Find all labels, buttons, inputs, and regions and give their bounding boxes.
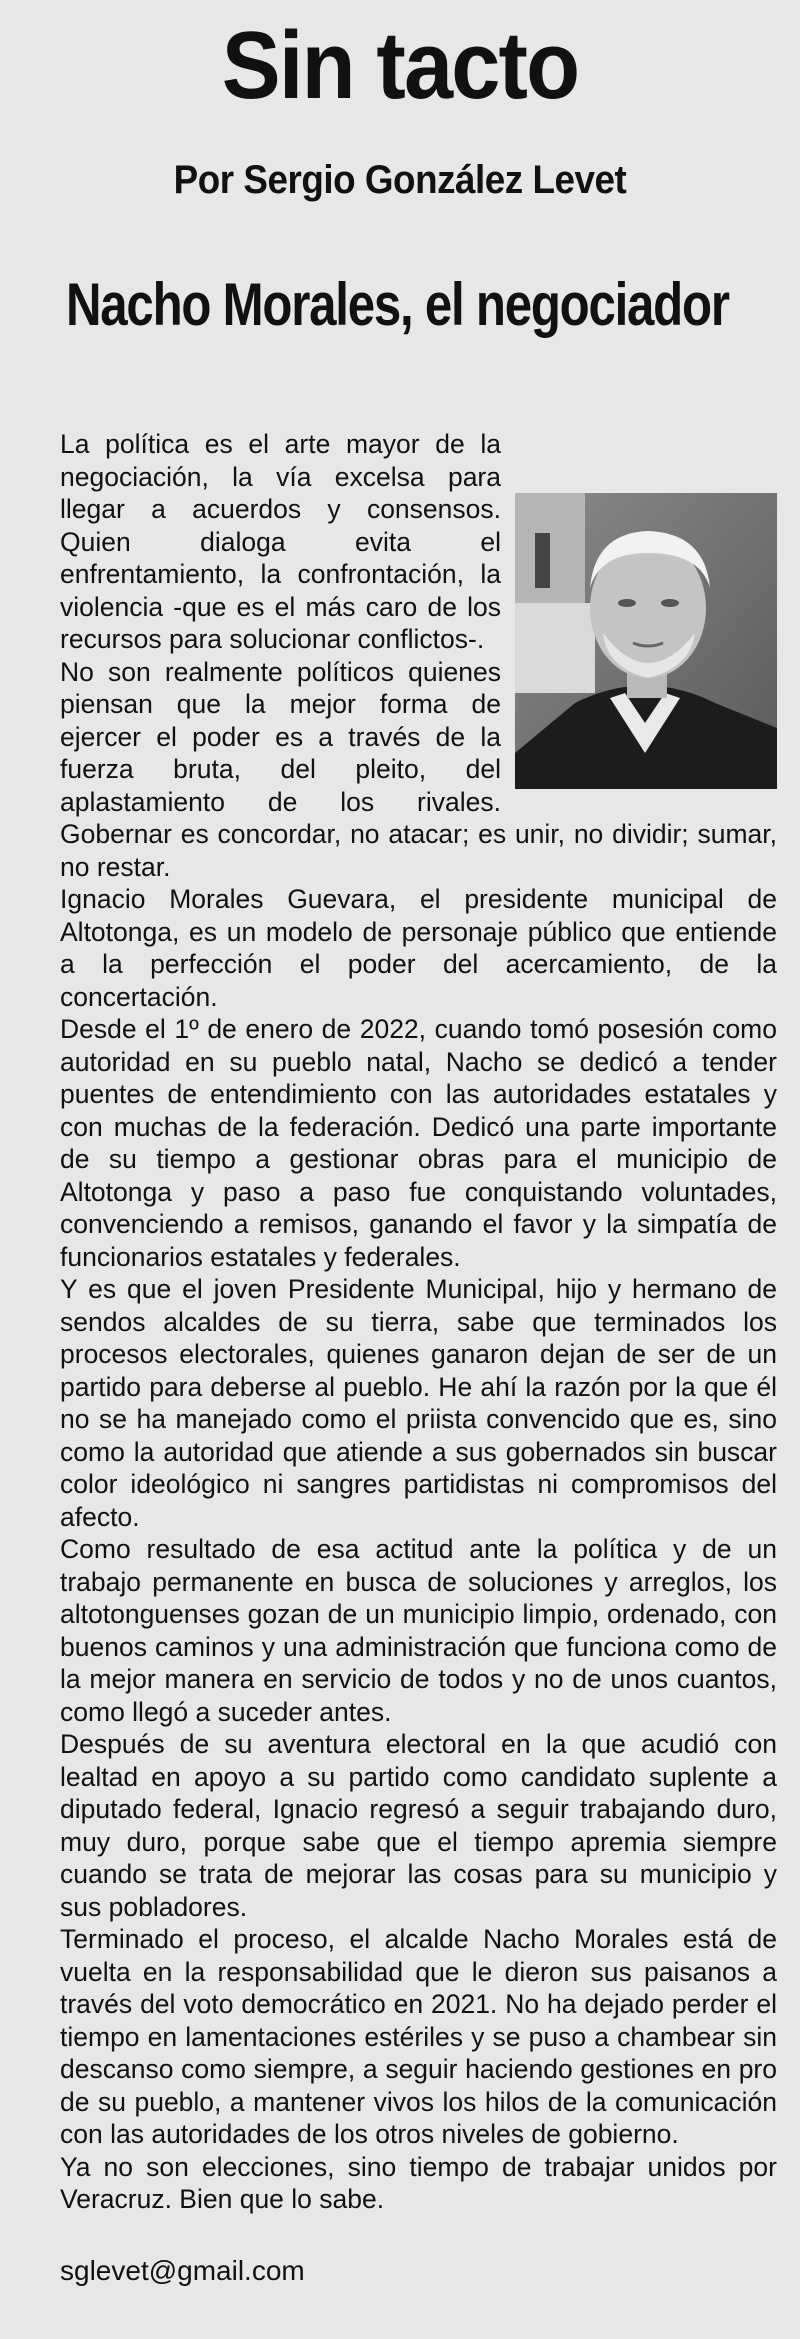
paragraph-8: Terminado el proceso, el alcalde Nacho Morales está de vuelta en la responsabilidad que le dieron sus paisanos a través del voto democrático en 2021. No ha dejado perder el tiempo en lamentaciones estériles y se puso a chambear sin descanso como siempre, a seguir haciendo gestiones en pro de su pueblo, a mantener vivos los hilos de la comunicación con las autoridades de los otros niveles de gobierno. [60, 1924, 777, 2149]
paragraph-7: Después de su aventura electoral en la que acudió con lealtad en apoyo a su partido como candidato suplente a diputado federal, Ignacio regresó a seguir trabajando duro, muy duro, porque sabe que el tiempo apremia siempre cuando se trata de mejorar las cosas para su municipio y sus pobladores. [60, 1729, 777, 1922]
article-body [60, 428, 777, 2216]
column-title: Sin tacto [221, 12, 579, 119]
paragraph-1: La política es el arte mayor de la negociación, la vía excelsa para llegar a acuerdos y consensos. Quien dialoga evita el enfrentamiento, la confrontación, la violencia -que es el más caro de los recursos para solucionar conflictos-. [60, 429, 501, 654]
paragraph-3: Ignacio Morales Guevara, el presidente municipal de Altotonga, es un modelo de personaje público que entiende a la perfección el poder del acercamiento, de la concertación. [60, 884, 777, 1012]
paragraph-4: Desde el 1º de enero de 2022, cuando tomó posesión como autoridad en su pueblo natal, Nacho se dedicó a tender puentes de entendimiento con las autoridades estatales y con muchas de la federación. Dedicó una parte importante de su tiempo a gestionar obras para el municipio de Altotonga y paso a paso fue conquistando voluntades, convenciendo a remisos, ganando el favor y la simpatía de funcionarios estatales y federales. [60, 1014, 777, 1272]
paragraph-5: Y es que el joven Presidente Municipal, hijo y hermano de sendos alcaldes de su tierra, sabe que terminados los procesos electorales, quienes ganaron dejan de ser de un partido para deberse al pueblo. He ahí la razón por la que él no se ha manejado como el priista convencido que es, sino como la autoridad que atiende a sus gobernados sin buscar color ideológico ni sangres partidistas ni compromisos del afecto. [60, 1274, 777, 1532]
paragraph-9: Ya no son elecciones, sino tiempo de trabajar unidos por Veracruz. Bien que lo sabe. [60, 2151, 777, 2214]
paragraph-6: Como resultado de esa actitud ante la política y de un trabajo permanente en busca de soluciones y arreglos, los altotonguenses gozan de un municipio limpio, ordenado, con buenos caminos y una administración que funciona como de la mejor manera en servicio de todos y no de unos cuantos, como llegó a suceder antes. [60, 1534, 777, 1727]
paragraph-2: No son realmente políticos quienes piensan que la mejor forma de ejercer el poder es a través de la fuerza bruta, del pleito, del aplastamiento de los rivales. Gobernar es concordar, no atacar; es unir, no dividir; sumar, no restar. [60, 656, 777, 882]
author-photo [515, 493, 777, 789]
article-headline: Nacho Morales, el negociador [66, 271, 729, 338]
byline: Por Sergio González Levet [173, 158, 627, 202]
author-email[interactable]: sglevet@gmail.com [60, 2255, 305, 2286]
